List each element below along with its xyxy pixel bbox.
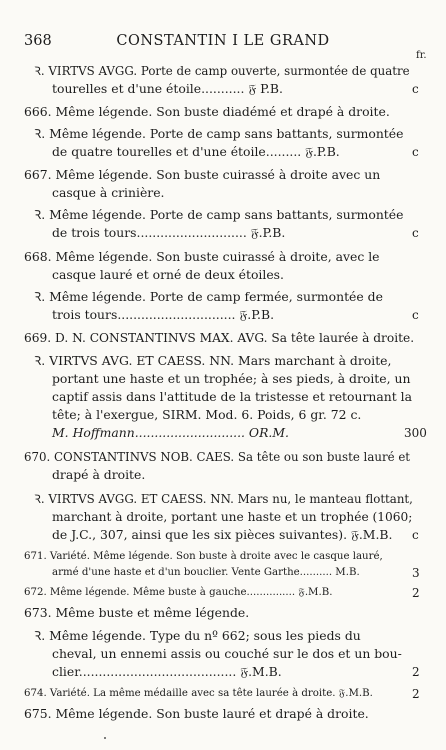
entry-price: 2 <box>412 586 420 600</box>
entry-price: c <box>412 145 419 159</box>
entry-line: 675. Même légende. Son buste lauré et drapé à droite. <box>24 706 369 721</box>
entry-price: 2 <box>412 687 420 701</box>
entry-line: M. Hoffmann............................ OR.M. <box>52 425 289 440</box>
entry-line: portant une haste et un trophée; à ses pieds, à droite, un <box>52 371 411 386</box>
entry-line: drapé à droite. <box>52 467 146 482</box>
entry-line: Ꝛ. Même légende. Porte de camp fermée, surmontée de <box>34 289 383 304</box>
entry-price: 3 <box>412 566 420 580</box>
entry-price: 300 <box>404 426 427 440</box>
entry-line: cheval, un ennemi assis ou couché sur le dos et un bou- <box>52 646 402 661</box>
entry-line: captif assis dans l'attitude de la tristesse et retournant la <box>52 389 413 404</box>
entry-line: 668. Même légende. Son buste cuirassé à droite, avec le <box>24 249 380 264</box>
entry-price: c <box>412 226 419 240</box>
entry-line: Ꝛ. VIRTVS AVGG. Porte de camp ouverte, surmontée de quatre <box>34 64 410 78</box>
entry-price: 2 <box>412 665 420 679</box>
entry-line: 666. Même légende. Son buste diadémé et drapé à droite. <box>24 104 390 119</box>
entry-line: Ꝛ. VIRTVS AVGG. ET CAESS. NN. Mars nu, le manteau flottant, <box>34 492 413 506</box>
entry-line: de quatre tourelles et d'une étoile......... 𝔉.P.B. <box>52 144 340 159</box>
running-title: CONSTANTIN I LE GRAND <box>116 33 330 49</box>
entry-line: tête; à l'exergue, SIRM. Mod. 6. Poids, 6 gr. 72 c. <box>52 407 362 422</box>
print-speck <box>104 737 106 739</box>
entry-price: c <box>412 528 419 542</box>
entry-line: de trois tours............................ 𝔉.P.B. <box>52 225 286 240</box>
entry-line: 672. Même légende. Même buste à gauche............... 𝔉.M.B. <box>24 587 333 598</box>
entry-line: trois tours.............................. 𝔉.P.B. <box>52 307 275 322</box>
entry-line: 669. D. N. CONSTANTINVS MAX. AVG. Sa tête laurée à droite. <box>24 331 415 345</box>
entry-line: 673. Même buste et même légende. <box>24 605 250 620</box>
entry-line: Ꝛ. Même légende. Porte de camp sans battants, surmontée <box>34 126 404 141</box>
entry-line: casque lauré et orné de deux étoiles. <box>52 267 284 282</box>
entry-line: casque à crinière. <box>52 185 165 200</box>
entry-line: 670. CONSTANTINVS NOB. CAES. Sa tête ou son buste lauré et <box>24 450 411 464</box>
entry-line: de J.C., 307, ainsi que les six pièces suivantes). 𝔉.M.B. <box>52 527 393 542</box>
entry-price: c <box>412 308 419 322</box>
entry-line: armé d'une haste et d'un bouclier. Vente Garthe.......... M.B. <box>52 567 360 578</box>
entry-line: Ꝛ. VIRTVS AVG. ET CAESS. NN. Mars marchant à droite, <box>34 353 392 368</box>
entry-line: Ꝛ. Même légende. Porte de camp sans battants, surmontée <box>34 207 404 222</box>
entry-line: tourelles et d'une étoile........... 𝔉 P.B. <box>52 81 283 96</box>
entry-line: clier........................................ 𝔉.M.B. <box>52 664 282 679</box>
entry-line: marchant à droite, portant une haste et un trophée (1060; <box>52 510 413 524</box>
entry-line: Ꝛ. Même légende. Type du nº 662; sous les pieds du <box>34 628 361 643</box>
page-header <box>0 33 446 53</box>
page-number: 368 <box>24 33 52 49</box>
column-label: fr. <box>416 50 427 61</box>
entry-price: c <box>412 82 419 96</box>
entry-line: 667. Même légende. Son buste cuirassé à droite avec un <box>24 167 381 182</box>
entry-line: 674. Variété. La même médaille avec sa tête laurée à droite. 𝔉.M.B. <box>24 688 373 699</box>
entry-line: 671. Variété. Même légende. Son buste à droite avec le casque lauré, <box>24 551 383 562</box>
